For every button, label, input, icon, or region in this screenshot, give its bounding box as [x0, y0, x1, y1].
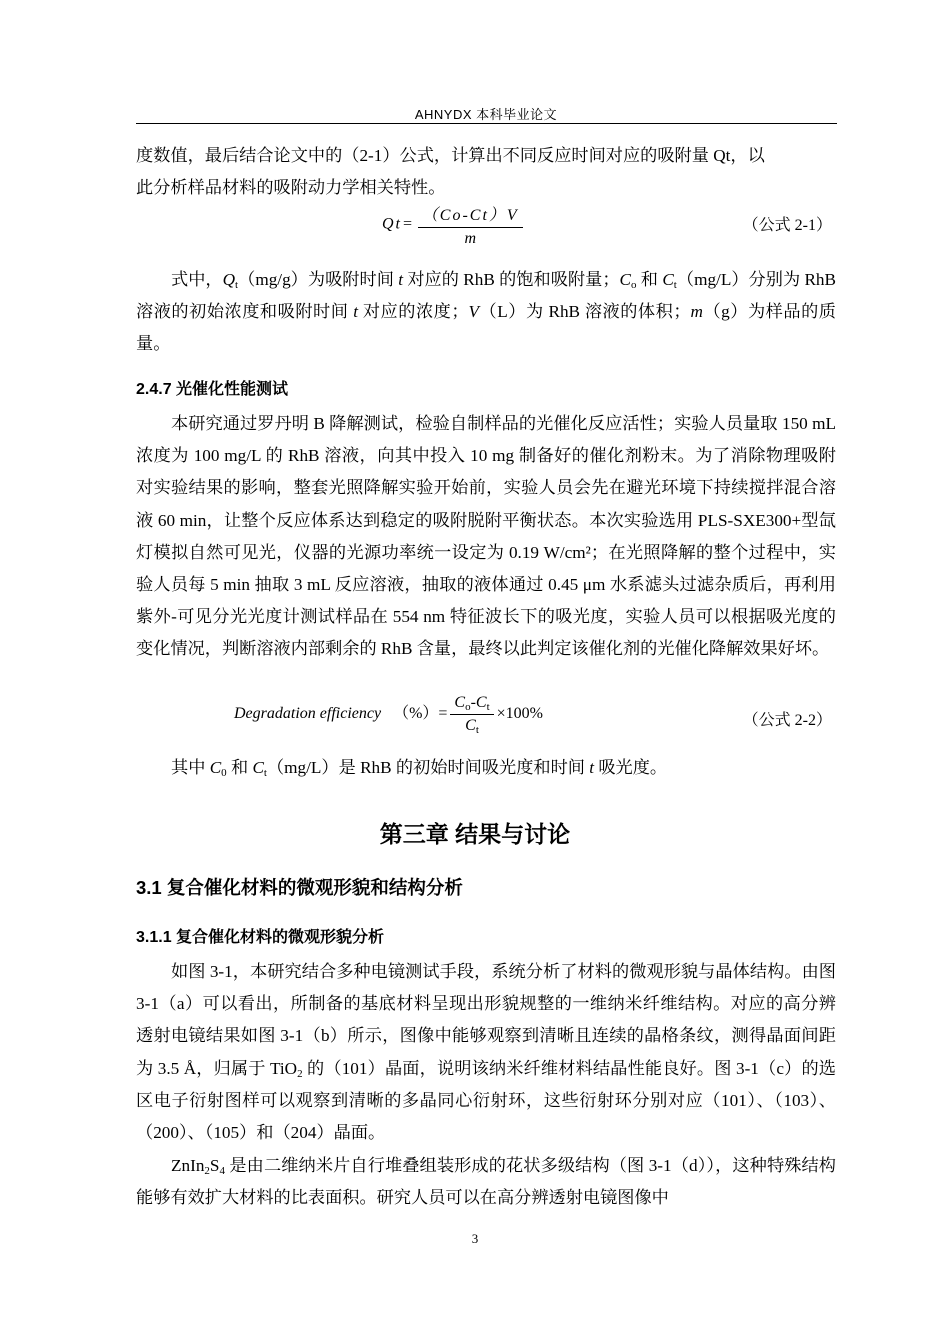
paragraph-morphology-analysis: 如图 3-1，本研究结合多种电镜测试手段，系统分析了材料的微观形貌与晶体结构。由图 3-1（a）可以看出，所制备的基底材料呈现出形貌规整的一维纳米纤维结构。对应的高分辨透射电镜结果如图 3-1（b）所示，图像中能够观察到清晰且连续的晶格条纹，测得晶面间距为 3.5 Å，归属于 TiO$_2$ 的（101）晶面，说明该纳米纤维材料结晶性能良好。图 3-1（c）的选区电子衍射图样可以观察到清晰的多晶同心衍射环，这些衍射环分别对应（101）、（103）、（200）、（105）和（204）晶面。 [136, 962, 836, 1143]
section-heading-2-4-7: 2.4.7 光催化性能测试 [136, 381, 289, 398]
paragraph-znin2s4-structure: $ZnIn_2S_4$ 是由二维纳米片自行堆叠组装形成的花状多级结构（图 3-1（d）），这种特殊结构能够有效扩大材料的比表面积。研究人员可以在高分辨透射电镜图像中 [136, 1156, 836, 1208]
section-heading-3-1-1: 3.1.1 复合催化材料的微观形貌分析 [136, 929, 385, 946]
eq1-fraction: $\frac{(Co-Ct)V}{m}$ [418, 202, 523, 248]
document-page: AHNYDX 本科毕业论文 度数值，最后结合论文中的（2-1）公式，计算出不同反应时间对应的吸附量 Qt，以 此分析样品材料的吸附动力学相关特性。 Qt= $\frac{(Co-Ct)V}{m}$ （公式 2-1） 式中，$Q_t(mg/g)$为吸附时间 t 对应的 RhB 的饱和吸附量；$C_o$ 和 $C_t(mg/L)$分别为 RhB 溶液的初始浓度和吸附时间 t 对应的浓度；V（L）为 RhB 溶液的体积；m（g）为样品的质量。 2.4.7 光催化性能测试 本研究通过罗丹明 B 降解测试，检验自制样品的光催化反应活性；实验人员量取 150 mL 浓度为 100 mg/L 的 RhB 溶液，向其中投入 10 mg 制备好的催化剂粉末。为了消除物理吸附对实验结果的影响，整套光照降解实验开始前，实验人员会先在避光环境下持续搅拌混合溶液 60 min，让整个反应体系达到稳定的吸附脱附平衡状态。本次实验选用 PLS-SXE300+型氙灯模拟自然可见光，仪器的光源功率统一设定为 0.19 W/cm²；在光照降解的整个过程中，实验人员每 5 min 抽取 3 mL 反应溶液，抽取的液体通过 0.45 μm 水系滤头过滤杂质后，再利用紫外-可见分光光度计测试样品在 554 nm 特征波长下的吸光度，实验人员可以根据吸光度的变化情况，判断溶液内部剩余的 RhB 含量，最终以此判定该催化剂的光催化降解效果好坏。 Degradation efficiency （%）= $\frac{C_o-C_t}{C_t}$ ×100% （公式 2-2） 其中 $C_0$ 和 $C_t(mg/L)$是 RhB 的初始时间吸光度和时间 t 吸光度。 第三章 结果与讨论 3.1 复合催化材料的微观形貌和结构分析 3.1.1 复合催化材料的微观形貌分析 如图 3-1，本研究结合多种电镜测试手段，系统分析了材料的微观形貌与晶体结构。由图 3-1（a）可以看出，所制备的基底材料呈现出形貌规整的一维纳米纤维结构。对应的高分辨透射电镜结果如图 3-1（b）所示，图像中能够观察到清晰且连续的晶格条纹，测得晶面间距为 3.5 Å，归属于 TiO$_2$ 的（101）晶面，说明该纳米纤维材料结晶性能良好。图 3-1（c）的选区电子衍射图样可以观察到清晰的多晶同心衍射环，这些衍射环分别对应（101）、（103）、（200）、（105）和（204）晶面。 $ZnIn_2S_4$ 是由二维纳米片自行堆叠组装形成的花状多级结构（图 3-1（d）），这种特殊结构能够有效扩大材料的比表面积。研究人员可以在高分辨透射电镜图像中 3 [0, 0, 950, 1344]
running-header: AHNYDX 本科毕业论文 [414, 107, 558, 122]
paragraph-c0-ct-definition: 其中 $C_0$ 和 $C_t(mg/L)$是 RhB 的初始时间吸光度和时间 t 吸光度。 [171, 758, 668, 779]
paragraph-photocatalysis-test: 本研究通过罗丹明 B 降解测试，检验自制样品的光催化反应活性；实验人员量取 150 mL 浓度为 100 mg/L 的 RhB 溶液，向其中投入 10 mg 制备好的催化剂粉末。为了消除物理吸附对实验结果的影响，整套光照降解实验开始前，实验人员会先在避光环境下持续搅拌混合溶液 60 min，让整个反应体系达到稳定的吸附脱附平衡状态。本次实验选用 PLS-SXE300+型氙灯模拟自然可见光，仪器的光源功率统一设定为 0.19 W/cm²；在光照降解的整个过程中，实验人员每 5 min 抽取 3 mL 反应溶液，抽取的液体通过 0.45 μm 水系滤头过滤杂质后，再利用紫外-可见分光光度计测试样品在 554 nm 特征波长下的吸光度，实验人员可以根据吸光度的变化情况，判断溶液内部剩余的 RhB 含量，最终以此判定该催化剂的光催化降解效果好坏。 [136, 414, 836, 659]
paragraph-variable-definitions: 式中，$Q_t(mg/g)$为吸附时间 t 对应的 RhB 的饱和吸附量；$C_o$ 和 $C_t(mg/L)$分别为 RhB 溶液的初始浓度和吸附时间 t 对应的浓度；V（L）为 RhB 溶液的体积；m（g）为样品的质量。 [136, 270, 836, 354]
eq2-lhs: Degradation efficiency [234, 705, 382, 723]
chapter-title: 第三章 结果与讨论 [379, 821, 571, 847]
page-number: 3 [471, 1231, 479, 1246]
header-rule [136, 123, 837, 124]
eq2-fraction: $\frac{C_o-C_t}{C_t}$ [450, 694, 493, 735]
equation-label-2-2: （公式 2-2） [742, 712, 832, 729]
paragraph-adsorption-intro: 度数值，最后结合论文中的（2-1）公式，计算出不同反应时间对应的吸附量 Qt，以 此分析样品材料的吸附动力学相关特性。 [136, 146, 765, 198]
equation-label-2-1: （公式 2-1） [742, 217, 832, 234]
eq1-lhs: Qt= [382, 215, 415, 233]
section-heading-3-1: 3.1 复合催化材料的微观形貌和结构分析 [136, 877, 463, 898]
